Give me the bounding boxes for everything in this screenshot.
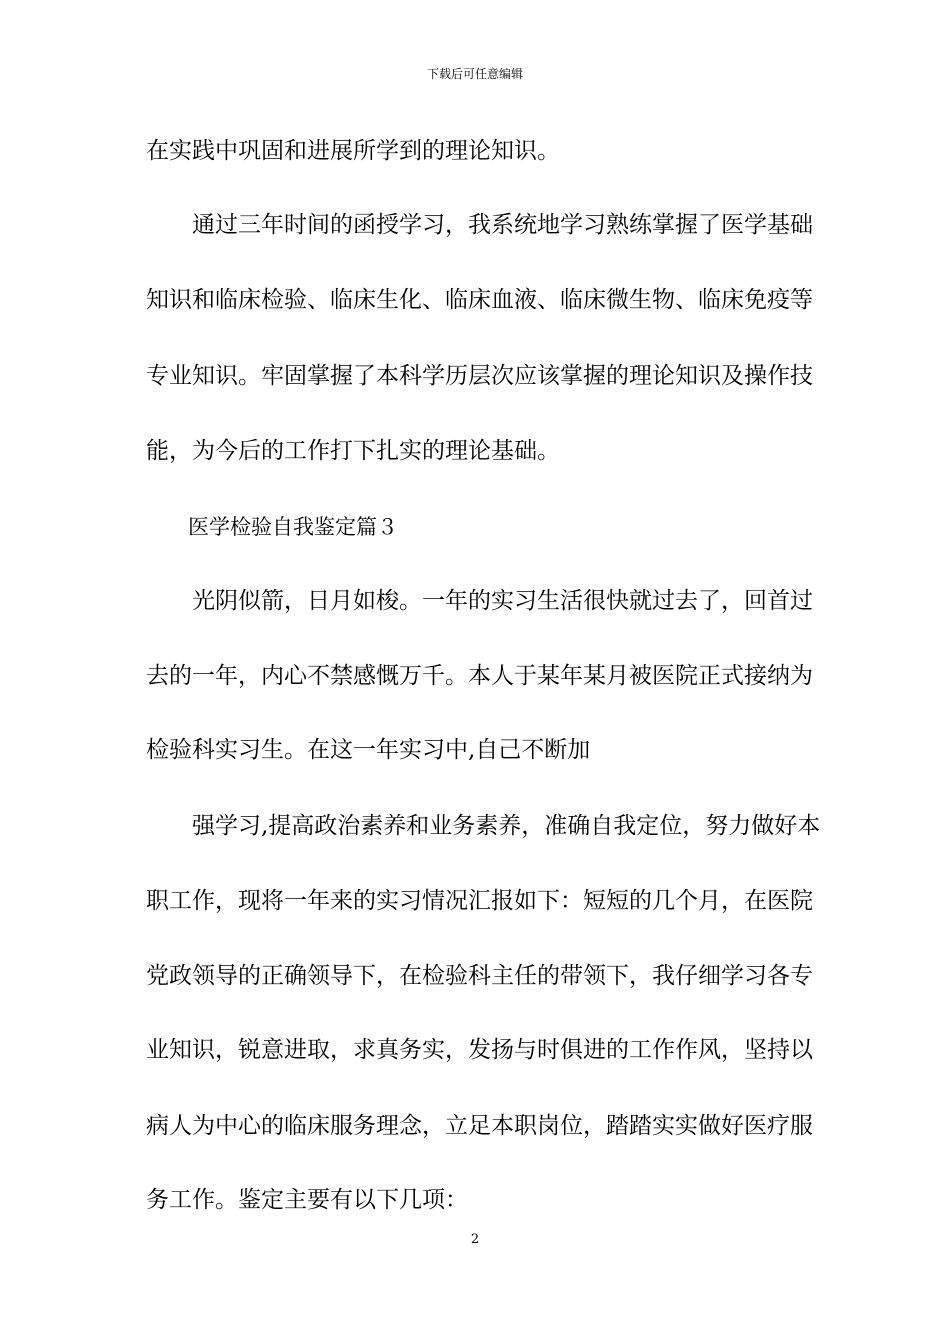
body-line: 去的一年，内心不禁感慨万千。本人于某年某月被医院正式接纳为 bbox=[146, 663, 813, 689]
page-number: 2 bbox=[470, 1232, 480, 1247]
section-heading: 医学检验自我鉴定篇３ bbox=[146, 515, 398, 539]
body-line: 强学习,提高政治素养和业务素养，准确自我定位，努力做好本 bbox=[146, 813, 821, 839]
body-line: 专业知识。牢固掌握了本科学历层次应该掌握的理论知识及操作技 bbox=[146, 363, 813, 389]
body-line: 检验科实习生。在这一年实习中,自己不断加 bbox=[146, 737, 591, 763]
body-line: 在实践中巩固和进展所学到的理论知识。 bbox=[146, 138, 560, 164]
body-line: 能，为今后的工作打下扎实的理论基础。 bbox=[146, 438, 560, 464]
body-line: 务工作。鉴定主要有以下几项： bbox=[146, 1187, 468, 1213]
body-line: 知识和临床检验、临床生化、临床血液、临床微生物、临床免疫等 bbox=[146, 287, 813, 313]
body-line: 光阴似箭，日月如梭。一年的实习生活很快就过去了，回首过 bbox=[146, 588, 813, 614]
body-line: 通过三年时间的函授学习，我系统地学习熟练掌握了医学基础 bbox=[146, 212, 813, 238]
body-line: 党政领导的正确领导下，在检验科主任的带领下，我仔细学习各专 bbox=[146, 963, 813, 989]
page-header: 下载后可任意编辑 bbox=[426, 67, 523, 81]
body-line: 业知识，锐意进取，求真务实，发扬与时俱进的工作作风，坚持以 bbox=[146, 1037, 813, 1063]
body-line: 病人为中心的临床服务理念，立足本职岗位，踏踏实实做好医疗服 bbox=[146, 1113, 813, 1139]
body-line: 职工作，现将一年来的实习情况汇报如下：短短的几个月，在医院 bbox=[146, 888, 813, 914]
